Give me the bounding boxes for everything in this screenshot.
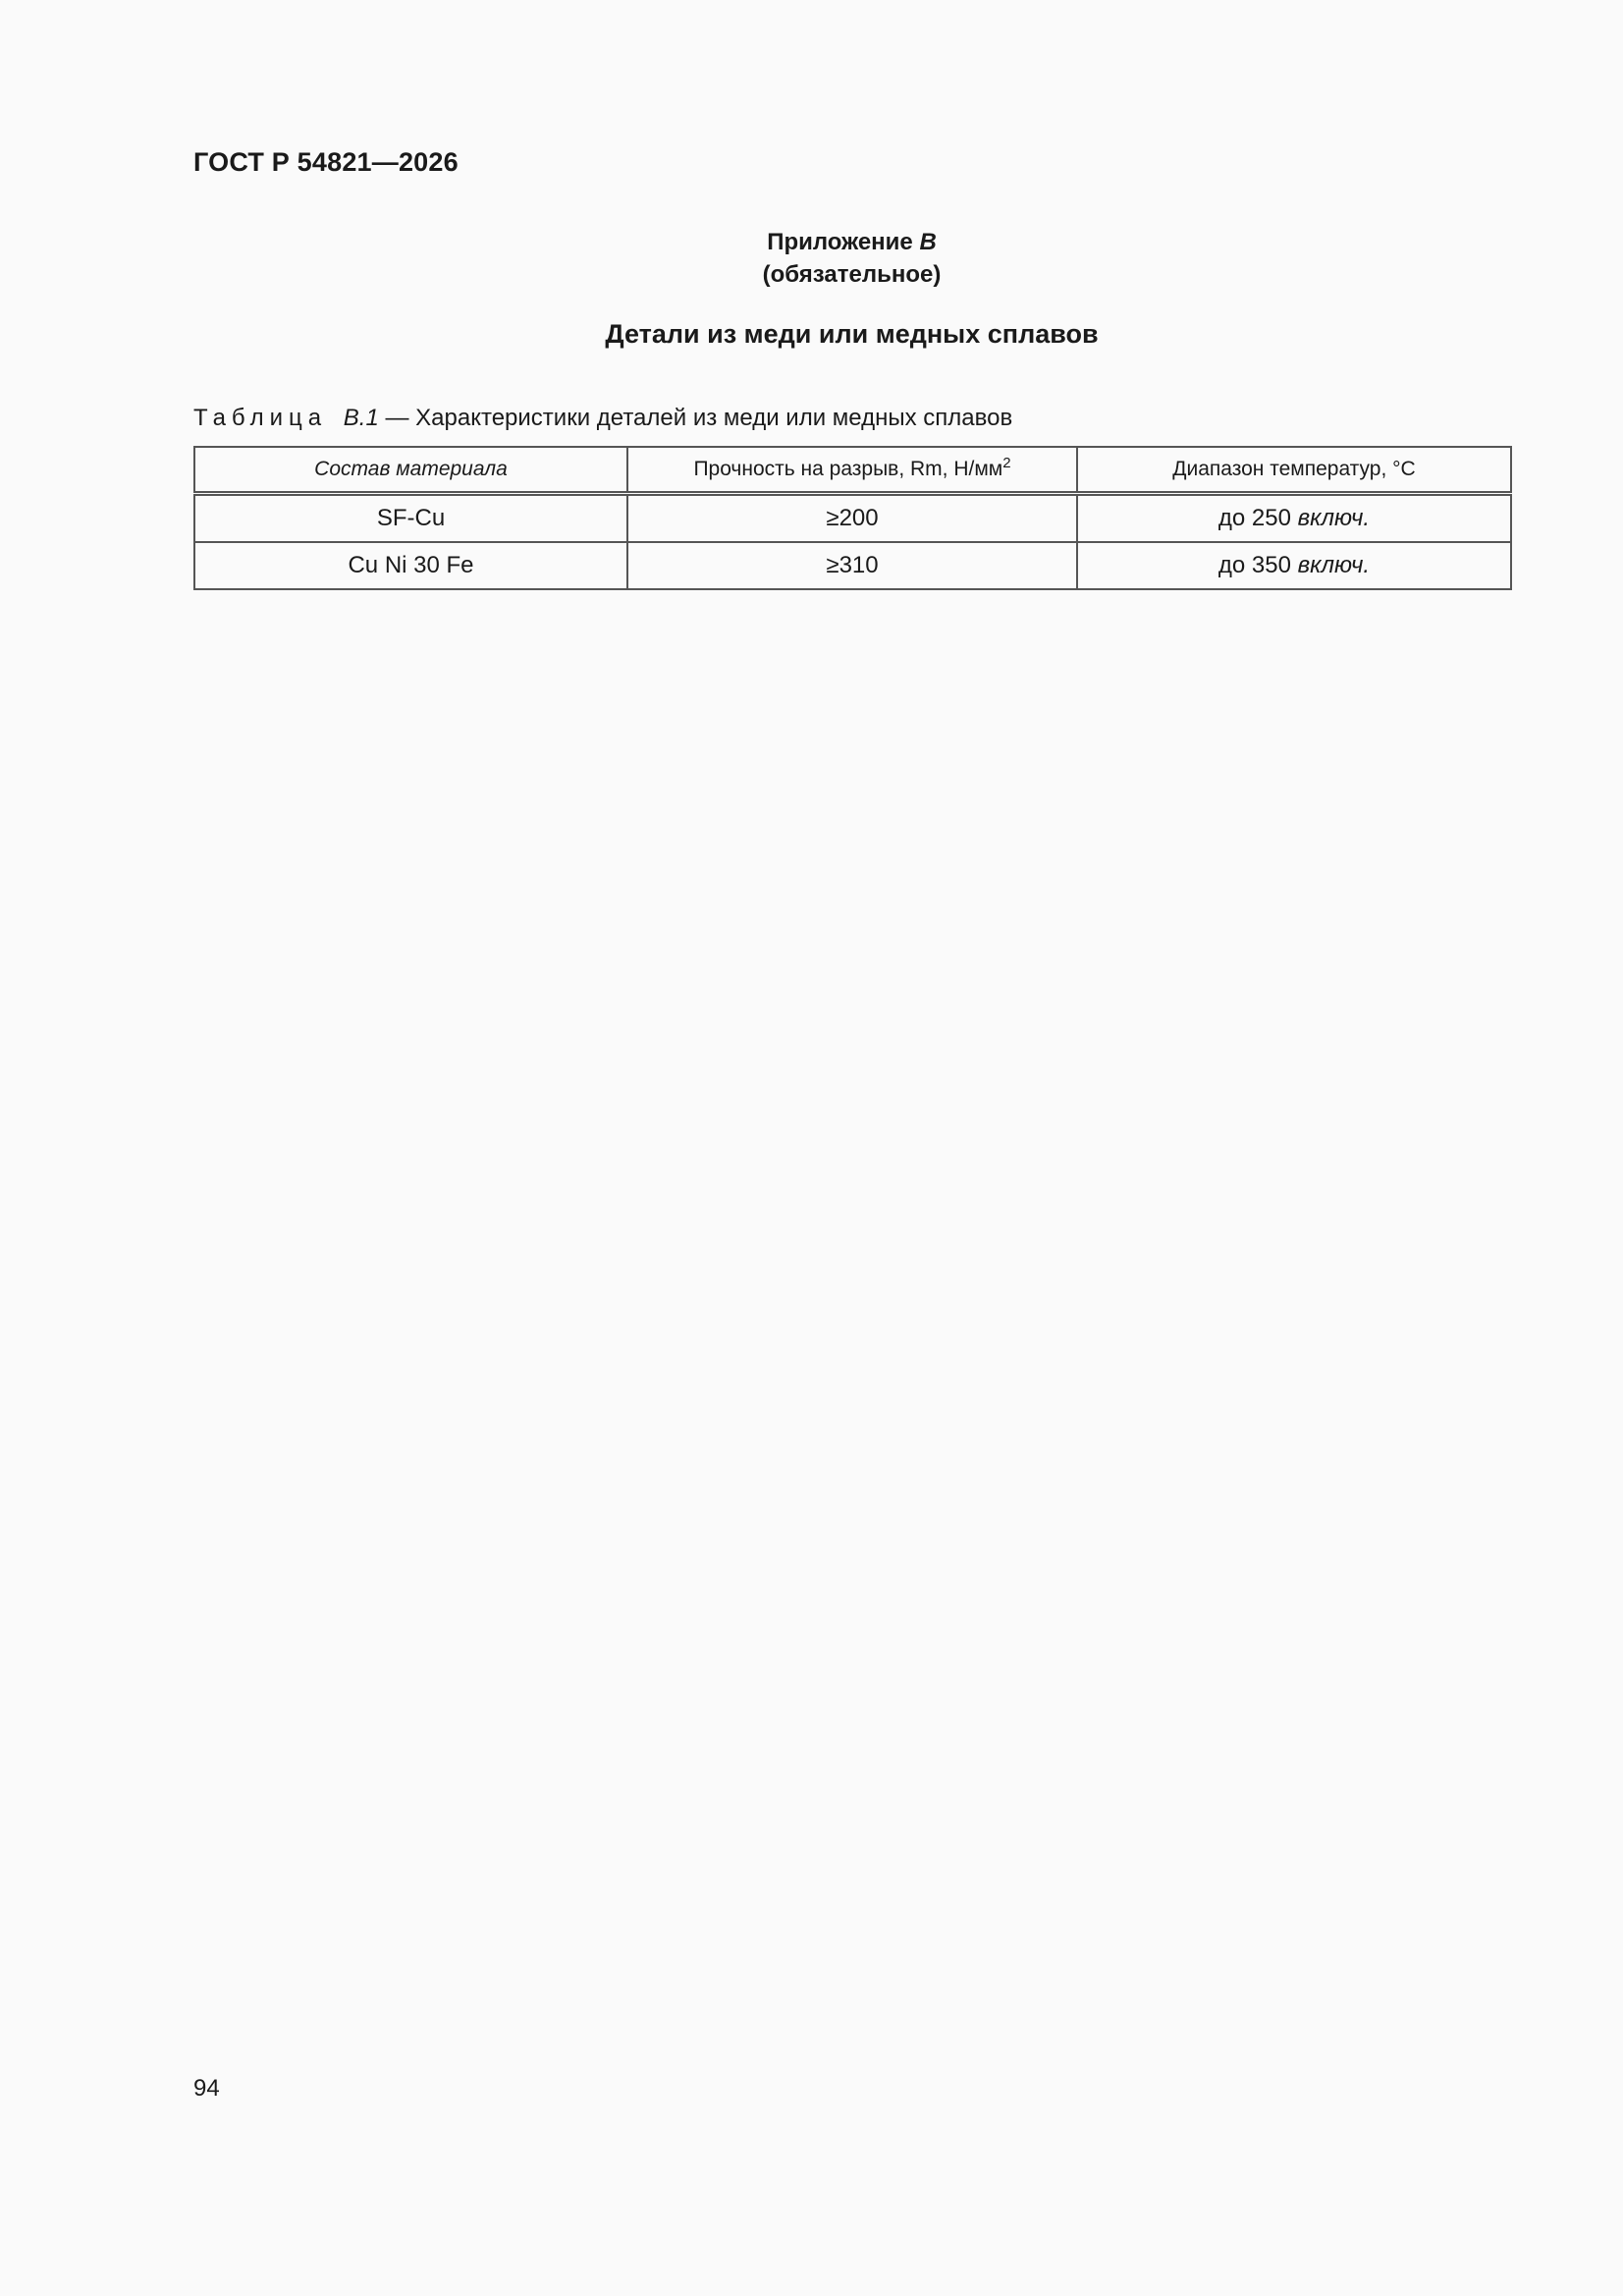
page-number: 94 <box>193 2075 220 2102</box>
header-temperature-label: Диапазон температур, °С <box>1172 458 1416 480</box>
header-strength-superscript: 2 <box>1002 455 1011 471</box>
header-temperature <box>1077 447 1511 494</box>
cell-material: Cu Ni 30 Fe <box>194 542 627 589</box>
header-material <box>194 447 627 494</box>
specifications-table <box>193 446 1512 590</box>
cell-material: SF-Cu <box>194 494 627 543</box>
header-strength <box>627 447 1077 494</box>
appendix-title <box>193 226 1510 258</box>
cell-temperature <box>1077 494 1511 543</box>
temperature-inclusive: включ. <box>1297 505 1371 531</box>
temperature-value: до 350 <box>1217 552 1291 578</box>
section-title: Детали из меди или медных сплавов <box>605 319 1099 349</box>
temperature-inclusive: включ. <box>1297 552 1371 578</box>
header-strength-label: Прочность на разрыв, Rm, Н/мм <box>693 458 1003 480</box>
table-caption-text: — Характеристики деталей из меди или медных сплавов <box>385 405 1013 431</box>
table-caption <box>193 405 1012 432</box>
appendix-word: Приложение <box>767 229 913 255</box>
table-caption-word: Таблица <box>193 405 328 431</box>
temperature-value: до 250 <box>1217 505 1291 531</box>
cell-strength: ≥200 <box>627 494 1077 543</box>
cell-strength: ≥310 <box>627 542 1077 589</box>
table-row <box>194 542 1511 589</box>
header-material-label: Состав материала <box>314 458 508 480</box>
table-caption-number: В.1 <box>343 405 379 431</box>
appendix-heading <box>193 226 1510 291</box>
appendix-letter: В <box>919 229 937 255</box>
table-row <box>194 494 1511 543</box>
document-code: ГОСТ Р 54821—2026 <box>193 147 459 177</box>
cell-temperature <box>1077 542 1511 589</box>
table-header-row <box>194 447 1511 494</box>
appendix-status: (обязательное) <box>762 261 942 288</box>
